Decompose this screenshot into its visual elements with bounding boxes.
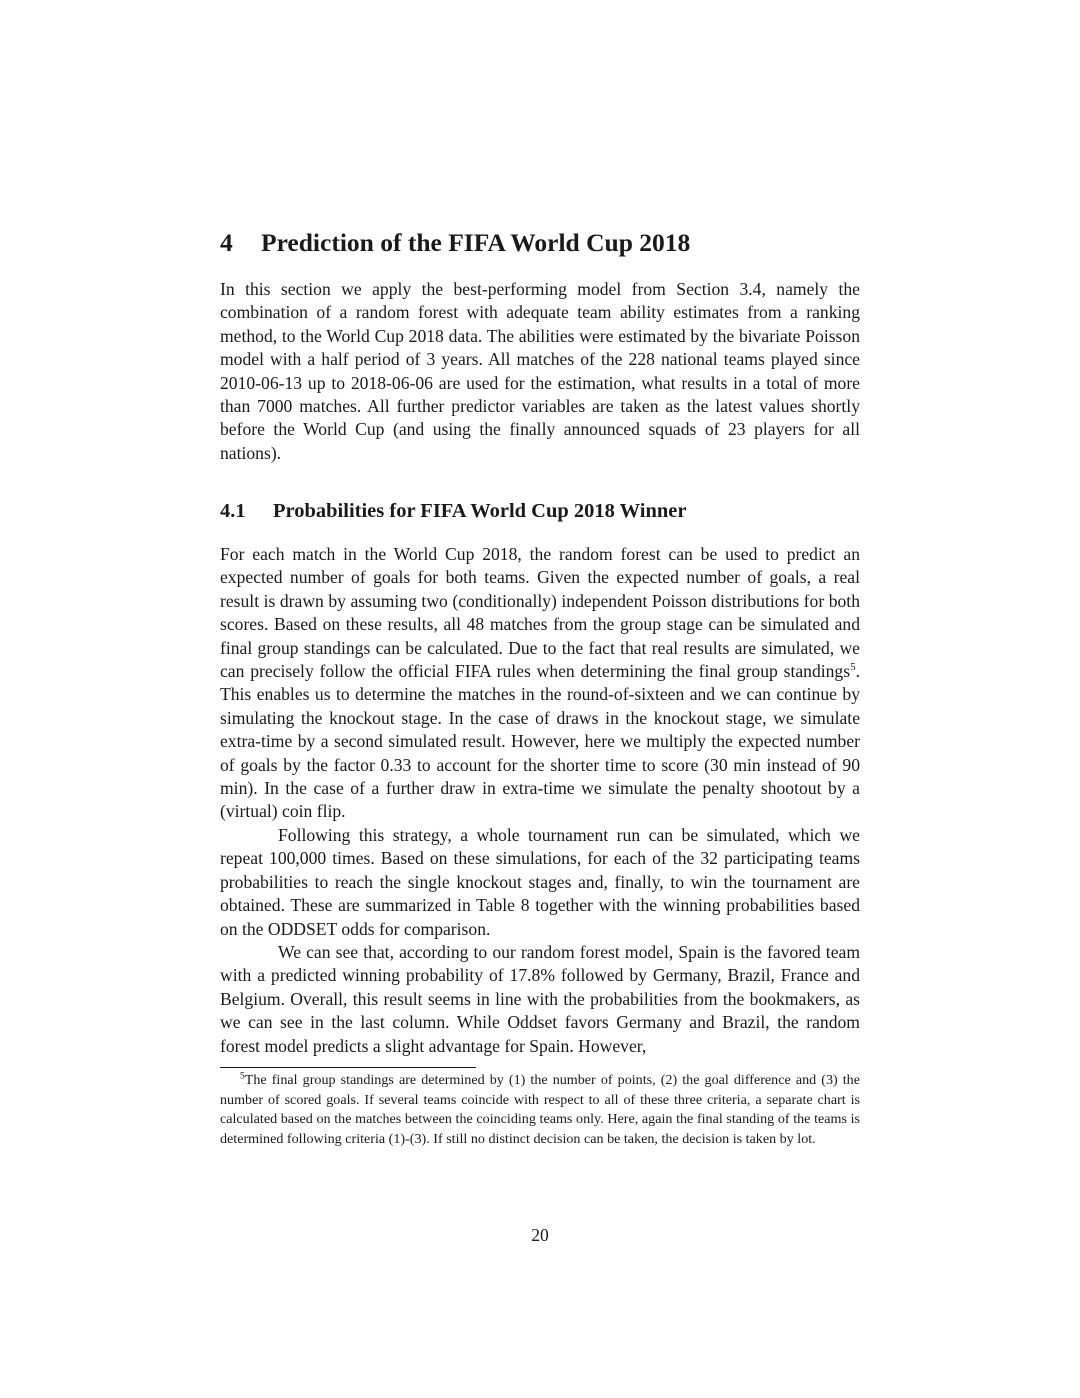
subsection-heading [220,497,860,525]
intro-paragraph: In this section we apply the best-performing model from Section 3.4, namely the combination of a random forest with adequate team ability estimates from a ranking method, to the World Cup 2018 data. The abilities were estimated by the bivariate Poisson model with a half period of 3 years. All matches of the 228 national teams played since 2010-06-13 up to 2018-06-06 are used for the estimation, what results in a total of more than 7000 matches. All further predictor variables are taken as the latest values shortly before the World Cup (and using the finally announced squads of 23 players for all nations). [220,279,860,463]
section-number: 4 [220,228,233,257]
footnote-divider [220,1067,476,1068]
footnote-mark: 5 [240,1071,245,1082]
simulation-text-part1: For each match in the World Cup 2018, the random forest can be used to predict an expected number of goals for both teams. Given the expected number of goals, a real result is drawn by assuming two (conditionally) independent Poisson distributions for both scores. Based on these results, all 48 matches from the group stage can be simulated and final group standings can be calculated. Due to the fact that real results are simulated, we can precisely follow the official FIFA rules when determining the final group standings [220,544,860,682]
simulation-paragraph [220,543,860,824]
footnote [220,1071,860,1149]
simulation-text-part2: . This enables us to determine the matches in the round-of-sixteen and we can continue by simulating the knockout stage. In the case of draws in the knockout stage, we simulate extra-time by a second simulated result. However, here we multiply the expected number of goals by the factor 0.33 to account for the shorter time to score (30 min instead of 90 min). In the case of a further draw in extra-time we simulate the penalty shootout by a (virtual) coin flip. [220,661,860,822]
subsection-number: 4.1 [220,500,246,522]
page-number: 20 [531,1225,549,1245]
subsection-title: Probabilities for FIFA World Cup 2018 Winner [273,500,687,522]
strategy-paragraph: Following this strategy, a whole tournament run can be simulated, which we repeat 100,000 times. Based on these simulations, for each of the 32 participating teams probabilities to reach the single knockout stages and, finally, to win the tournament are obtained. These are summarized in Table 8 together with the winning probabilities based on the ODDSET odds for comparison. [220,824,860,939]
body-text [220,543,860,1058]
footnote-text: The final group standings are determined by (1) the number of points, (2) the goal difference and (3) the number of scored goals. If several teams coincide with respect to all of these three criteria, a separate chart is calculated based on the matches between the coinciding teams only. Here, again the final standing of the teams is determined following criteria (1)-(3). If still no distinct decision can be taken, the decision is taken by lot. [220,1072,860,1147]
section-heading [220,226,860,260]
results-paragraph: We can see that, according to our random forest model, Spain is the favored team with a predicted winning probability of 17.8% followed by Germany, Brazil, France and Belgium. Overall, this result seems in line with the probabilities from the bookmakers, as we can see in the last column. While Oddset favors Germany and Brazil, the random forest model predicts a slight advantage for Spain. However, [220,941,860,1056]
footnote-reference[interactable]: 5 [850,661,856,674]
section-title: Prediction of the FIFA World Cup 2018 [261,228,691,257]
